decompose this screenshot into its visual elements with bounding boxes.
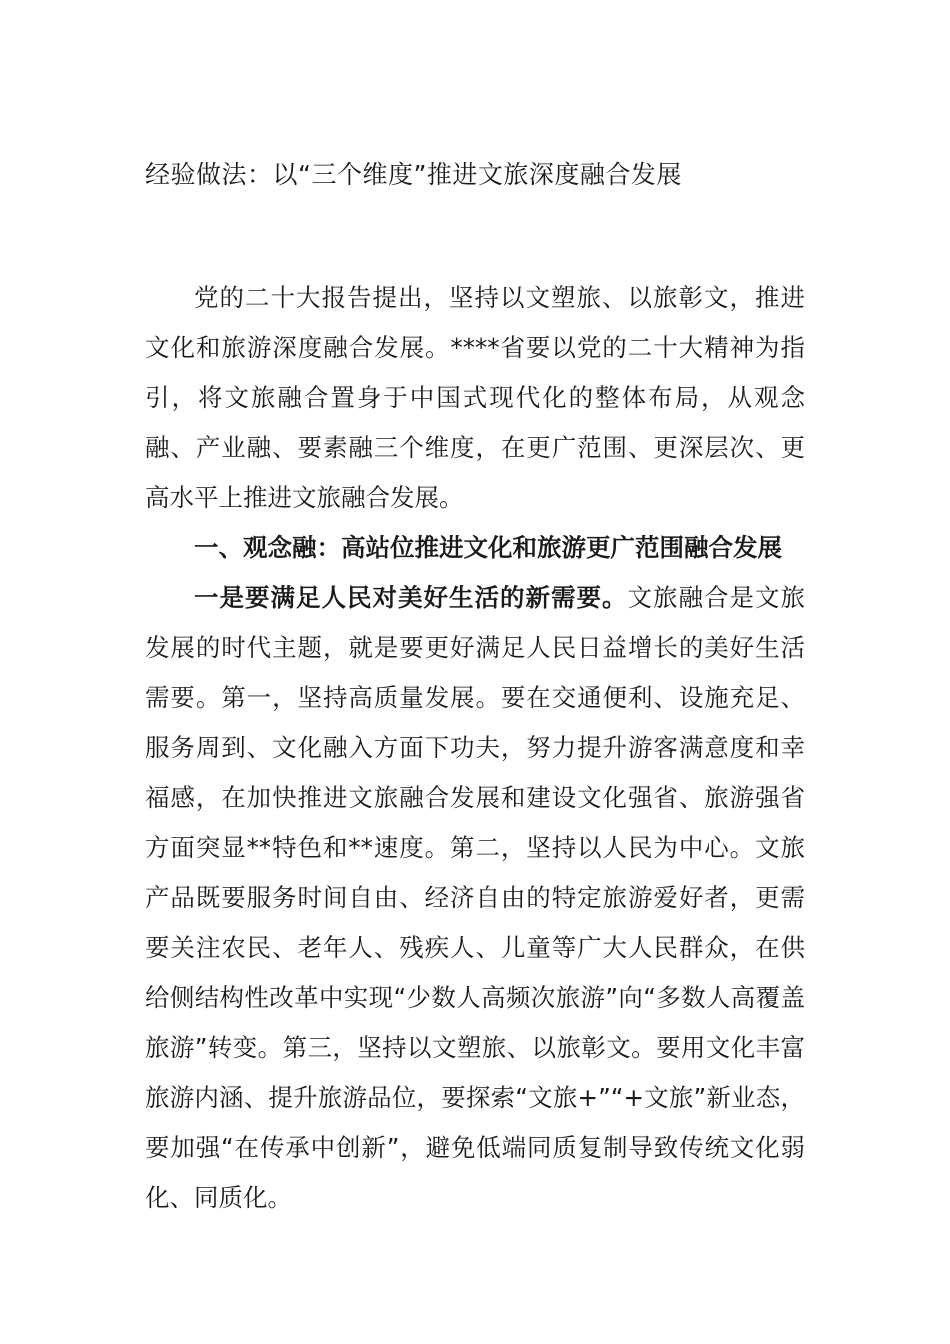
document-body [145,273,805,1223]
point-body-text: 文旅融合是文旅发展的时代主题，就是要更好满足人民日益增长的美好生活需要。第一，坚持高质量发展。要在交通便利、设施充足、服务周到、文化融入方面下功夫，努力提升游客满意度和幸福感，在加快推进文旅融合发展和建设文化强省、旅游强省方面突显**特色和**速度。第二，坚持以人民为中心。文旅产品既要服务时间自由、经济自由的特定旅游爱好者，更需要关注农民、老年人、残疾人、儿童等广大人民群众，在供给侧结构性改革中实现“少数人高频次旅游”向“多数人高覆盖旅游”转变。第三，坚持以文塑旅、以旅彰文。要用文化丰富旅游内涵、提升旅游品位，要探索“文旅+”“+文旅”新业态，要加强“在传承中创新”，避免低端同质复制导致传统文化弱化、同质化。 [145,583,805,1212]
section-point-paragraph [145,573,805,1223]
document-title: 经验做法：以“三个维度”推进文旅深度融合发展 [145,160,682,189]
point-lead-text: 一是要满足人民对美好生活的新需要。 [194,583,628,612]
section-heading: 一、观念融：高站位推进文化和旅游更广范围融合发展 [194,533,782,562]
intro-paragraph: 党的二十大报告提出，坚持以文塑旅、以旅彰文，推进文化和旅游深度融合发展。****省要以党的二十大精神为指引，将文旅融合置身于中国式现代化的整体布局，从观念融、产业融、要素融三个维度，在更广范围、更深层次、更高水平上推进文旅融合发展。 [145,283,805,512]
